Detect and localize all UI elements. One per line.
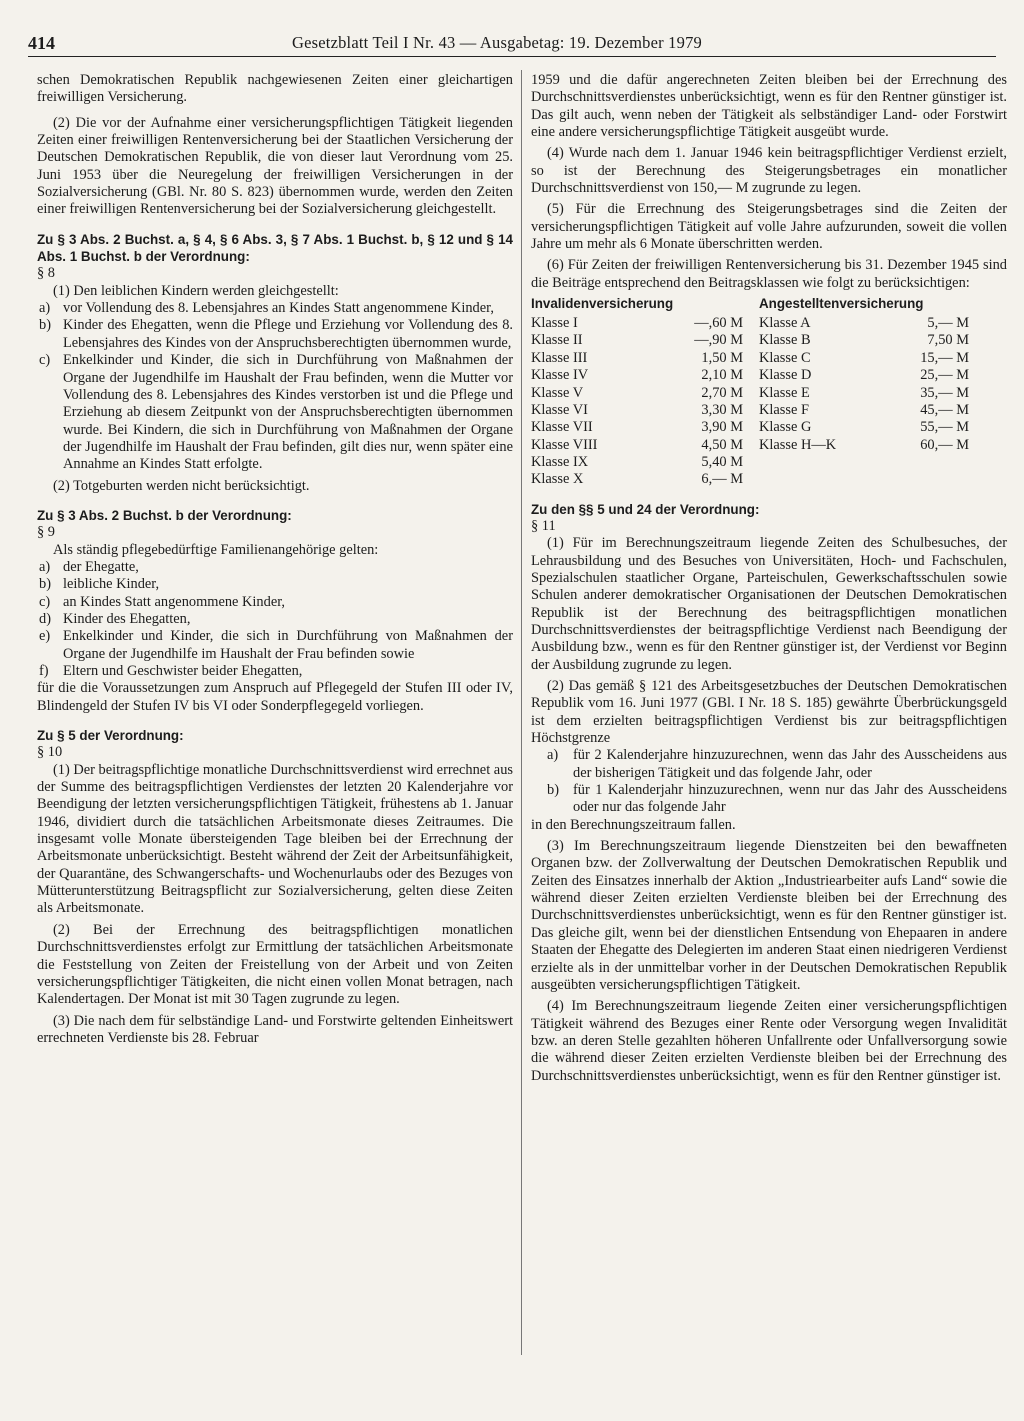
list-text: für 2 Kalenderjahre hinzuzurechnen, wenn das Jahr des Ausscheidens aus der bisherigen Tätigkeit und das folgende Jahr, oder	[573, 747, 1007, 781]
continued-paragraph: 1959 und die dafür angerechneten Zeiten bleiben bei der Errechnung des Durchschnittsverdienstes unberücksichtigt, wenn es für den Rentner günstiger ist. Das gilt auch, wenn neben der Tätigkeit als selbständiger Land- oder Forstwirt eine andere versicherungspflichtige Tätigkeit ausgeübt wurde.	[531, 72, 1007, 141]
class-amount: 2,10 M	[701, 367, 743, 384]
table-header: Angestelltenversicherung	[759, 296, 924, 312]
list-text: Enkelkinder und Kinder, die sich in Durchführung von Maßnahmen der Organe der Jugendhilfe im Haushalt der Frau befinden sowie	[63, 628, 513, 662]
table-row	[531, 315, 759, 332]
class-amount: 45,— M	[920, 401, 969, 418]
class-amount: 7,50 M	[927, 332, 969, 349]
class-name: Klasse VII	[531, 419, 593, 436]
class-name: Klasse D	[759, 367, 812, 384]
class-name: Klasse I	[531, 315, 578, 332]
list-text: vor Vollendung des 8. Lebensjahres an Kindes Statt angenommene Kinder,	[63, 300, 494, 317]
class-amount: —,60 M	[694, 315, 743, 332]
list-label: b)	[39, 576, 51, 593]
list-item	[37, 628, 513, 663]
section-heading-9: Zu § 3 Abs. 2 Buchst. b der Verordnung:	[37, 507, 292, 523]
list-label: c)	[39, 593, 51, 610]
class-amount: 4,50 M	[701, 436, 743, 453]
column-divider	[521, 70, 522, 1355]
class-amount: 3,90 M	[701, 419, 743, 436]
section-heading-10: Zu § 5 der Verordnung:	[37, 728, 184, 744]
paragraph-10-2: (2) Bei der Errechnung des beitragspflichtigen monatlichen Durchschnittsverdienstes erfolgt zur Ermittlung der tatsächlichen Arbeitsmonate die Feststellung von Zeiten der Freistellung von der Arbeit und von Zeiten versicherungspflichtiger Tätigkeiten, die nicht einen vollen Monat betragen, nach Kalendertagen. Der Monat ist mit 30 Tagen zugrunde zu legen.	[37, 921, 513, 1008]
list-label: d)	[39, 610, 51, 627]
class-amount: 1,50 M	[701, 349, 743, 366]
table-row	[759, 315, 987, 332]
list-label: f)	[39, 663, 49, 679]
list-item	[37, 352, 513, 473]
invalid-insurance-column	[531, 295, 759, 488]
list-item	[37, 559, 513, 576]
table-row	[759, 350, 987, 367]
class-name: Klasse IX	[531, 453, 589, 470]
paragraph-9-intro: Als ständig pflegebedürftige Familienangehörige gelten:	[53, 541, 379, 558]
table-row	[759, 332, 987, 349]
class-name: Klasse G	[759, 419, 812, 436]
class-name: Klasse VIII	[531, 436, 598, 453]
class-amount: 15,— M	[920, 349, 969, 366]
paragraph-10-3: (3) Die nach dem für selbständige Land- und Forstwirte geltenden Einheitswert errechneten Verdienste bis 28. Februar	[37, 1012, 513, 1046]
list-label: e)	[39, 628, 51, 645]
section-title-9: § 9	[37, 524, 55, 541]
list-label: b)	[547, 782, 559, 799]
list-text: an Kindes Statt angenommene Kinder,	[63, 593, 286, 610]
list-item	[37, 594, 513, 611]
class-amount: 5,— M	[927, 315, 969, 332]
class-amount: 35,— M	[920, 384, 969, 401]
continued-paragraph: schen Demokratischen Republik nachgewiesenen Zeiten einer gleichartigen freiwilligen Versicherung.	[37, 72, 513, 106]
class-name: Klasse II	[531, 332, 583, 349]
list-item	[37, 300, 513, 317]
page-header	[28, 30, 996, 57]
table-row	[759, 385, 987, 402]
table-row	[759, 367, 987, 384]
list-text: der Ehegatte,	[63, 558, 139, 575]
list-text: Eltern und Geschwister beider Ehegatten,	[63, 663, 303, 679]
class-name: Klasse A	[759, 315, 811, 332]
section-heading-8: Zu § 3 Abs. 2 Buchst. a, § 4, § 6 Abs. 3, § 7 Abs. 1 Buchst. b, § 12 und § 14 Abs. 1 Buchst. b der Verordnung:	[37, 231, 513, 265]
list-item	[37, 611, 513, 628]
paragraph-8-1: (1) Den leiblichen Kindern werden gleichgestellt:	[53, 282, 339, 299]
class-name: Klasse E	[759, 384, 810, 401]
table-row	[531, 437, 759, 454]
paragraph-11-2-end: in den Berechnungszeitraum fallen.	[531, 816, 736, 833]
list-item	[37, 663, 513, 680]
list-item	[547, 747, 1007, 782]
paragraph-10-4: (4) Wurde nach dem 1. Januar 1946 kein beitragspflichtiger Verdienst erzielt, so ist der Berechnung des Steigerungsbetrages ein monatlicher Durchschnittsverdienst von 150,— M zugrunde zu legen.	[531, 145, 1007, 197]
paragraph-10-1: (1) Der beitragspflichtige monatliche Durchschnittsverdienst wird errechnet aus der Summe des beitragspflichtigen Verdienstes der letzten 20 Kalenderjahre vor Beendigung der letzten versicherungspflichtigen Tätigkeit, frühestens ab 1. Januar 1946, dividiert durch die tatsächlichen Arbeitsmonate dieses Zeitraumes. Die insgesamt volle Monate übersteigenden Tage bleiben bei der Errechnung der Arbeitsmonate unberücksichtigt. Besteht während der Zeit der Arbeitsunfähigkeit, der Quarantäne, des Schwangerschafts- und Wochenurlaubs oder des Bezuges von Mütterunterstützung Beitragspflicht zur Sozialversicherung, gelten diese Zeiten als Arbeitsmonate.	[37, 761, 513, 917]
list-text: Kinder des Ehegatten, wenn die Pflege und Erziehung vor Vollendung des 8. Lebensjahres des Kindes von der Anspruchsberechtigten übernommen wurde,	[63, 317, 513, 351]
list-text: für 1 Kalenderjahr hinzuzurechnen, wenn nur das Jahr des Ausscheidens oder nur das folgende Jahr	[573, 782, 1007, 816]
list-label: a)	[39, 300, 51, 317]
class-name: Klasse IV	[531, 367, 589, 384]
paragraph-9-outro: für die die Voraussetzungen zum Anspruch auf Pflegegeld der Stufen III oder IV, Blindengeld der Stufen IV bis VI oder Sonderpflegegeld vorliegen.	[37, 680, 513, 714]
paragraph-10-5: (5) Für die Errechnung des Steigerungsbetrages sind die Zeiten der versicherungspflichtigen Tätigkeit auf volle Jahre aufzurunden, soweit die vollen Jahre um mehr als 6 Monate überschritten werden.	[531, 201, 1007, 253]
class-amount: 5,40 M	[701, 453, 743, 470]
running-title: Gesetzblatt Teil I Nr. 43 — Ausgabetag: 19. Dezember 1979	[292, 33, 702, 52]
right-column	[531, 72, 1007, 1085]
table-row	[531, 454, 759, 471]
table-row	[531, 385, 759, 402]
class-amount: 2,70 M	[701, 384, 743, 401]
class-name: Klasse X	[531, 471, 584, 488]
left-column	[37, 72, 513, 1047]
class-name: Klasse III	[531, 349, 588, 366]
class-amount: 55,— M	[920, 419, 969, 436]
employee-insurance-column	[759, 295, 987, 488]
list-text: Enkelkinder und Kinder, die sich in Durchführung von Maßnahmen der Organe der Jugendhilfe im Haushalt der Frau befinden, wenn die Mutter vor Vollendung des 8. Lebensjahres des Kindes verstorben ist und die Pflege und Erziehung ab diesem Zeitpunkt von der Anspruchsberechtigten übernommen wurde. Bei Kindern, die sich in Durchführung von Maßnahmen der Organe der Jugendhilfe im Haushalt der Frau befinden, gilt dies nur, wenn später eine Annahme an Kindes Statt erfolgte.	[63, 352, 513, 473]
table-row	[759, 437, 987, 454]
section-title-10: § 10	[37, 744, 63, 761]
paragraph-11-1: (1) Für im Berechnungszeitraum liegende Zeiten des Schulbesuches, der Lehrausbildung und des Besuches von Universitäten, Hoch- und Fachschulen, Spezialschulen staatlicher Organe, Parteischulen, Gewerkschaftsschulen sowie Schulen anderer demokratischer Organisationen der Deutschen Demokratischen Republik ist der Berechnung des beitragspflichtigen monatlichen Durchschnittsverdienstes der beitragspflichtige Verdienst nach Beendigung der Ausbildung bzw., wenn es für den Rentner günstiger ist, der Verdienst vor Beginn der Ausbildung zugrunde zu legen.	[531, 535, 1007, 673]
section-title-8: § 8	[37, 265, 55, 282]
class-amount: —,90 M	[694, 332, 743, 349]
list-label: b)	[39, 317, 51, 334]
paragraph-11-4: (4) Im Berechnungszeitraum liegende Zeiten einer versicherungspflichtigen Tätigkeit während des Bezuges einer Rente oder Versorgung wegen Invalidität bzw. an deren Stelle gezahlten höheren Unfallrente oder Unfallversorgung sowie die während dieser Zeiten erzielten Verdienste bleiben bei der Errechnung des Durchschnittsverdienstes unberücksichtigt, wenn es für den Rentner günstiger ist.	[531, 998, 1007, 1084]
table-row	[759, 402, 987, 419]
page-number: 414	[28, 33, 55, 53]
table-row	[531, 332, 759, 349]
list-item	[547, 782, 1007, 817]
section-heading-11: Zu den §§ 5 und 24 der Verordnung:	[531, 501, 760, 517]
list-item	[37, 576, 513, 593]
paragraph-8-2: (2) Totgeburten werden nicht berücksichtigt.	[53, 477, 310, 494]
paragraph-10-6: (6) Für Zeiten der freiwilligen Rentenversicherung bis 31. Dezember 1945 sind die Beiträge entsprechend den Beitragsklassen wie folgt zu berücksichtigen:	[531, 257, 1007, 291]
class-name: Klasse VI	[531, 401, 588, 418]
table-row	[531, 419, 759, 436]
list-label: a)	[39, 558, 51, 575]
class-name: Klasse B	[759, 332, 811, 349]
table-row	[531, 402, 759, 419]
list-label: a)	[547, 747, 559, 764]
contribution-class-table	[531, 295, 1007, 488]
class-amount: 6,— M	[701, 471, 743, 488]
table-header: Invalidenversicherung	[531, 296, 674, 312]
table-row	[531, 367, 759, 384]
class-name: Klasse H—K	[759, 436, 837, 453]
paragraph-7-2: (2) Die vor der Aufnahme einer versicherungspflichtigen Tätigkeit liegenden Zeiten einer freiwilligen Rentenversicherung bei der Staatlichen Versicherung der Deutschen Demokratischen Republik, die von dieser laut Verordnung vom 25. Juni 1953 über die Neuregelung der freiwilligen Versicherungen in der Sozialversicherung (GBl. Nr. 80 S. 823) übernommen wurde, werden den Zeiten einer freiwilligen Rentenversicherung bei der Sozialversicherung gleichgestellt.	[37, 114, 513, 218]
section-title-11: § 11	[531, 517, 556, 534]
list-text: Kinder des Ehegatten,	[63, 610, 191, 627]
list-text: leibliche Kinder,	[63, 576, 160, 593]
table-row	[759, 419, 987, 436]
list-label: c)	[39, 352, 51, 369]
table-row	[531, 471, 759, 488]
class-name: Klasse F	[759, 401, 809, 418]
class-amount: 60,— M	[920, 436, 969, 453]
paragraph-11-3: (3) Im Berechnungszeitraum liegende Dienstzeiten bei den bewaffneten Organen bzw. der Zollverwaltung der Deutschen Demokratischen Republik und Zeiten des Einsatzes innerhalb der Aktion „Industriearbeiter aufs Land“ sowie die während dieser Zeiten erzielten Verdienste bleiben bei der Errechnung des Durchschnittsverdienstes unberücksichtigt, wenn es für den Rentner günstiger ist. Das gleiche gilt, wenn bei der dienstlichen Entsendung von Ehepaaren in andere Staaten der Ehegatte des Delegierten im anderen Staat einen niedrigeren Verdienst erzielte als in der unmittelbar vorher in der Deutschen Demokratischen Republik ausgeübten versicherungspflichtigen Tätigkeit.	[531, 838, 1007, 993]
paragraph-11-2: (2) Das gemäß § 121 des Arbeitsgesetzbuches der Deutschen Demokratischen Republik vom 16. Juni 1977 (GBl. I Nr. 18 S. 185) gewährte Überbrückungsgeld ist dem erzielten beitragspflichtigen Verdienst bis zur beitragspflichtigen Höchstgrenze	[531, 678, 1007, 747]
table-row	[531, 350, 759, 367]
class-name: Klasse V	[531, 384, 584, 401]
list-item	[37, 317, 513, 352]
class-amount: 25,— M	[920, 367, 969, 384]
class-name: Klasse C	[759, 349, 811, 366]
class-amount: 3,30 M	[701, 401, 743, 418]
